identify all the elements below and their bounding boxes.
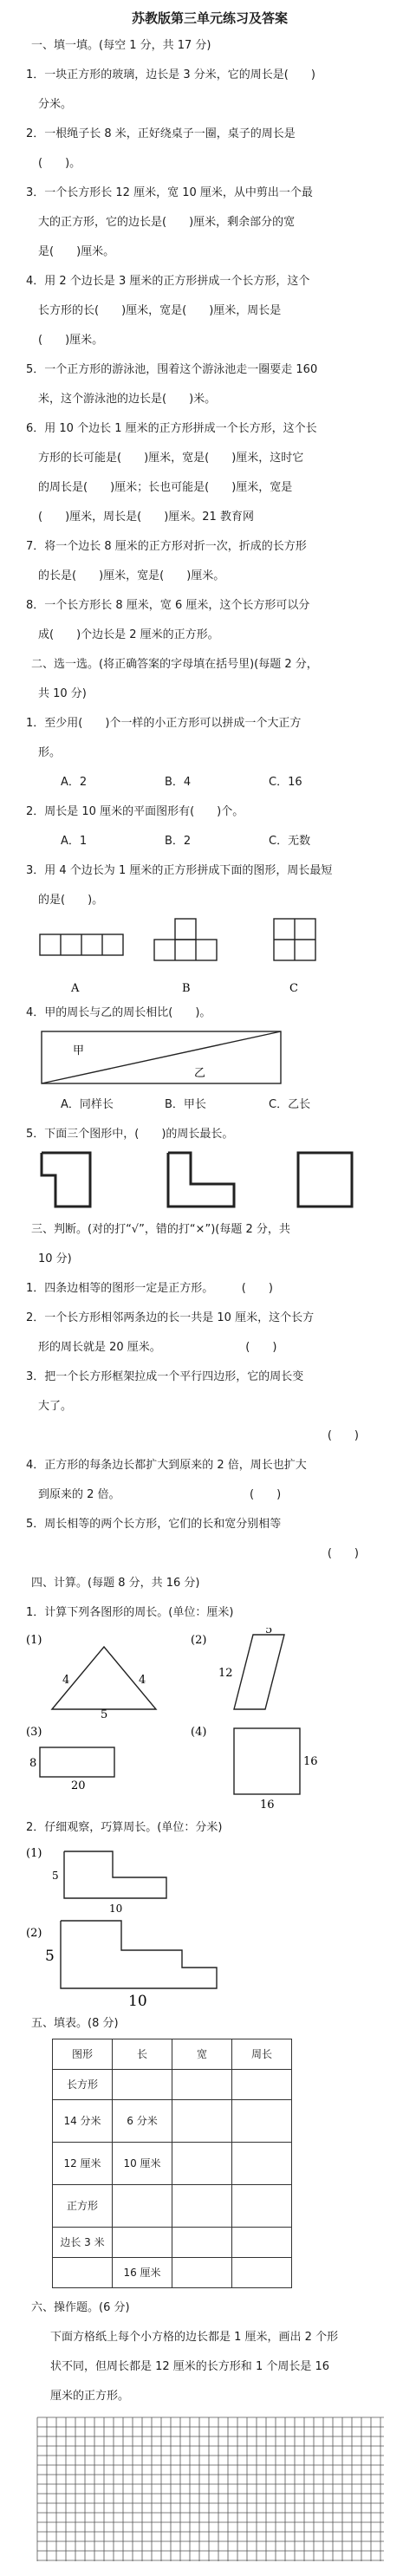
s1-q1-line2: 分米。: [38, 98, 73, 111]
s2-q3-figures: [26, 915, 393, 999]
s2-q2-options: [26, 827, 393, 856]
s1-q4-line2: 长方形的长( )厘米，宽是( )厘米，周长是: [38, 304, 282, 317]
section-2-heading-cont: 共 10 分): [38, 687, 87, 700]
three-shapes-figure: [38, 1149, 385, 1212]
option-a: A．2: [61, 776, 88, 789]
table-cell[interactable]: [113, 2228, 172, 2258]
split-rectangle-figure: [38, 1028, 315, 1089]
fill-in-table: [52, 2039, 292, 2288]
table-row: [53, 2185, 292, 2228]
table-cell[interactable]: [232, 2070, 292, 2100]
section-2-heading: 二、选一选。(将正确答案的字母填在括号里)(每题 2 分，: [31, 658, 318, 671]
para-side-label: 12: [218, 1667, 233, 1680]
triangle-parallelogram-figure: [26, 1628, 390, 1718]
s1-q8-line2: 成( )个边长是 2 厘米的正方形。: [38, 628, 219, 641]
rectangle-square-figure: [26, 1718, 390, 1813]
sq-side-label: 16: [303, 1755, 318, 1768]
s1-q6-line1: 6．用 10 个边长 1 厘米的正方形拼成一个长方形，这个长: [26, 422, 317, 435]
section-5-heading: 五、填表。(8 分): [31, 2017, 119, 2030]
s2-q4-figure: [26, 1028, 393, 1090]
s1-q2-line2: ( )。: [38, 157, 81, 170]
s3-q4-line1: 4．正方形的每条边长都扩大到原来的 2 倍，周长也扩大: [26, 1459, 307, 1472]
rect-bottom-label: 20: [71, 1779, 86, 1792]
s4-q2: 2．仔细观察，巧算周长。(单位：分米): [26, 1821, 223, 1834]
section-4-heading: 四、计算。(每题 8 分，共 16 分): [31, 1577, 200, 1590]
s1-q7-line2: 的长是( )厘米，宽是( )厘米。: [38, 569, 225, 582]
s4-q1-figures-row1: [26, 1628, 393, 1718]
table-cell[interactable]: [113, 2070, 172, 2100]
stepped-shape-2: [26, 1916, 390, 2009]
s1-q2-line1: 2．一根绳子长 8 米，正好绕桌子一圈，桌子的周长是: [26, 127, 296, 140]
table-cell[interactable]: [172, 2100, 232, 2143]
table-cell: 16 厘米: [113, 2258, 172, 2288]
table-header-cell: 图形: [53, 2039, 113, 2070]
s1-q3-line2: 大的正方形，它的边长是( )厘米，剩余部分的宽: [38, 216, 296, 229]
table-cell: 正方形: [53, 2185, 113, 2228]
grid-paper[interactable]: [36, 2417, 387, 2564]
s6-instruction-line2: 状不同，但周长都是 12 厘米的长方形和 1 个周长是 16: [50, 2360, 330, 2373]
grid-paper-wrap: [26, 2411, 393, 2576]
table-header-cell: 长: [113, 2039, 172, 2070]
table-header-row: [53, 2039, 292, 2070]
table-cell[interactable]: [232, 2228, 292, 2258]
fig2-label: (2): [191, 1634, 207, 1647]
table-cell[interactable]: [172, 2143, 232, 2185]
tri-bottom-label: 5: [101, 1708, 108, 1718]
table-header-cell: 宽: [172, 2039, 232, 2070]
s2-q5: 5．下面三个图形中，( )的周长最长。: [26, 1128, 234, 1141]
table-cell: 10 厘米: [113, 2143, 172, 2185]
fig6-bottom-label: 10: [128, 1993, 147, 2009]
table-cell[interactable]: [232, 2185, 292, 2228]
s4-q2-figure1: [26, 1843, 393, 1916]
square-arrangements-figure: [38, 915, 385, 999]
s2-q1: 1．至少用( )个一样的小正方形可以拼成一个大正方: [26, 717, 302, 730]
page-title: 苏教版第三单元练习及答案: [131, 10, 288, 26]
section-6-heading: 六、操作题。(6 分): [31, 2301, 130, 2314]
s3-q3-line1: 3．把一个长方形框架拉成一个平行四边形，它的周长变: [26, 1370, 304, 1383]
s1-q3-line3: 是( )厘米。: [38, 245, 115, 258]
option-c: C．16: [269, 776, 302, 789]
s1-q4-line3: ( )厘米。: [38, 334, 104, 347]
section-3-heading: 三、判断。(对的打“√”，错的打“×”)(每题 2 分，共: [31, 1223, 290, 1236]
s2-q1-cont: 形。: [38, 746, 62, 759]
s1-q8-line1: 8．一个长方形长 8 厘米，宽 6 厘米，这个长方形可以分: [26, 599, 310, 612]
table-cell[interactable]: [232, 2100, 292, 2143]
option-a: A．同样长: [61, 1098, 114, 1111]
rect-side-label: 8: [29, 1757, 37, 1770]
table-row: [53, 2258, 292, 2288]
s4-q2-figure2: [26, 1916, 393, 2009]
s1-q6-line3: 的周长是( )厘米；长也可能是( )厘米，宽是: [38, 481, 293, 494]
s4-q1: 1．计算下列各图形的周长。(单位：厘米): [26, 1606, 234, 1619]
option-c: C．乙长: [269, 1098, 311, 1111]
s1-q1-line1: 1．一块正方形的玻璃，边长是 3 分米，它的周长是( ): [26, 68, 315, 81]
option-c: C．无数: [269, 835, 311, 848]
tri-left-label: 4: [62, 1674, 70, 1687]
s2-q2: 2．周长是 10 厘米的平面图形有( )个。: [26, 805, 244, 818]
table-cell: 14 分米: [53, 2100, 113, 2143]
sq-bottom-label: 16: [260, 1799, 275, 1812]
s1-q4-line1: 4．用 2 个边长是 3 厘米的正方形拼成一个长方形，这个: [26, 275, 310, 288]
figure-a: [40, 934, 123, 955]
table-row: [53, 2228, 292, 2258]
fig5-side-label: 5: [52, 1870, 59, 1882]
s2-q5-figures: [26, 1149, 393, 1215]
s2-q3-line2: 的是( )。: [38, 894, 104, 907]
section-1-heading: 一、填一填。(每空 1 分，共 17 分): [31, 39, 211, 52]
table-row: [53, 2143, 292, 2185]
s1-q7-line1: 7．将一个边长 8 厘米的正方形对折一次，折成的长方形: [26, 540, 307, 553]
stepped-shape-1: [26, 1843, 390, 1916]
s6-instruction-line1: 下面方格纸上每个小方格的边长都是 1 厘米，画出 2 个形: [50, 2331, 339, 2344]
table-cell: 6 分米: [113, 2100, 172, 2143]
s3-q4-line2: 到原来的 2 倍。 ( ): [38, 1488, 282, 1501]
table-cell[interactable]: [172, 2070, 232, 2100]
table-cell[interactable]: [53, 2258, 113, 2288]
table-row: [53, 2070, 292, 2100]
label-jia: 甲: [73, 1044, 85, 1057]
s2-q1-options: [26, 768, 393, 797]
table-cell: 12 厘米: [53, 2143, 113, 2185]
s4-q1-figures-row2: [26, 1718, 393, 1813]
label-yi: 乙: [194, 1067, 206, 1080]
fig1-label: (1): [26, 1634, 42, 1647]
s1-q3-line1: 3．一个长方形长 12 厘米，宽 10 厘米，从中剪出一个最: [26, 186, 313, 199]
s1-q6-line4: ( )厘米，周长是( )厘米。21 教育网: [38, 511, 254, 524]
table-cell[interactable]: [172, 2185, 232, 2228]
table-cell[interactable]: [232, 2258, 292, 2288]
s2-q4: 4．甲的周长与乙的周长相比( )。: [26, 1006, 211, 1019]
table-row: [53, 2100, 292, 2143]
s3-q2-line2: 形的周长就是 20 厘米。 ( ): [38, 1341, 277, 1354]
table-cell: 边长 3 米: [53, 2228, 113, 2258]
fig4-label: (4): [191, 1726, 207, 1739]
option-b: B．4: [165, 776, 192, 789]
section-3-heading-cont: 10 分): [38, 1252, 72, 1265]
table-cell[interactable]: [172, 2228, 232, 2258]
table-cell[interactable]: [232, 2143, 292, 2185]
para-top-label: 5: [265, 1628, 273, 1636]
option-b: B．2: [165, 835, 192, 848]
s3-q2-line1: 2．一个长方形相邻两条边的长一共是 10 厘米，这个长方: [26, 1311, 315, 1324]
s1-q5-line2: 米，这个游泳池的边长是( )米。: [38, 393, 217, 406]
s3-q1: 1．四条边相等的图形一定是正方形。 ( ): [26, 1282, 273, 1295]
s2-q4-options: [26, 1090, 393, 1120]
option-b: B．甲长: [165, 1098, 206, 1111]
fig3-label: (3): [26, 1726, 42, 1739]
table-cell: 长方形: [53, 2070, 113, 2100]
s1-q6-line2: 方形的长可能是( )厘米，宽是( )厘米，这时它: [38, 452, 304, 465]
figure-c: [274, 919, 315, 960]
s3-q5-answer-paren: ( ): [327, 1547, 359, 1560]
table-cell[interactable]: [172, 2258, 232, 2288]
fig6-side-label: 5: [45, 1948, 55, 1965]
figure-b-label: B: [182, 982, 191, 995]
figure-c-label: C: [289, 982, 298, 995]
figure-a-label: A: [71, 982, 80, 995]
tri-right-label: 4: [139, 1674, 146, 1687]
s3-q3-line2: 大了。: [38, 1400, 73, 1413]
s3-q5-line1: 5．周长相等的两个长方形，它们的长和宽分别相等: [26, 1518, 282, 1531]
s3-q3-answer-paren: ( ): [327, 1429, 359, 1442]
table-header-cell: 周长: [232, 2039, 292, 2070]
s1-q5-line1: 5．一个正方形的游泳池，围着这个游泳池走一圈要走 160: [26, 363, 318, 376]
fig5-bottom-label: 10: [109, 1903, 123, 1915]
table-cell[interactable]: [113, 2185, 172, 2228]
s2-q3-line1: 3．用 4 个边长为 1 厘米的正方形拼成下面的图形，周长最短: [26, 864, 333, 877]
option-a: A．1: [61, 835, 88, 848]
s6-instruction-line3: 厘米的正方形。: [50, 2390, 130, 2403]
sub2-label: (2): [26, 1927, 42, 1940]
sub1-label: (1): [26, 1847, 42, 1860]
figure-b: [154, 919, 217, 960]
